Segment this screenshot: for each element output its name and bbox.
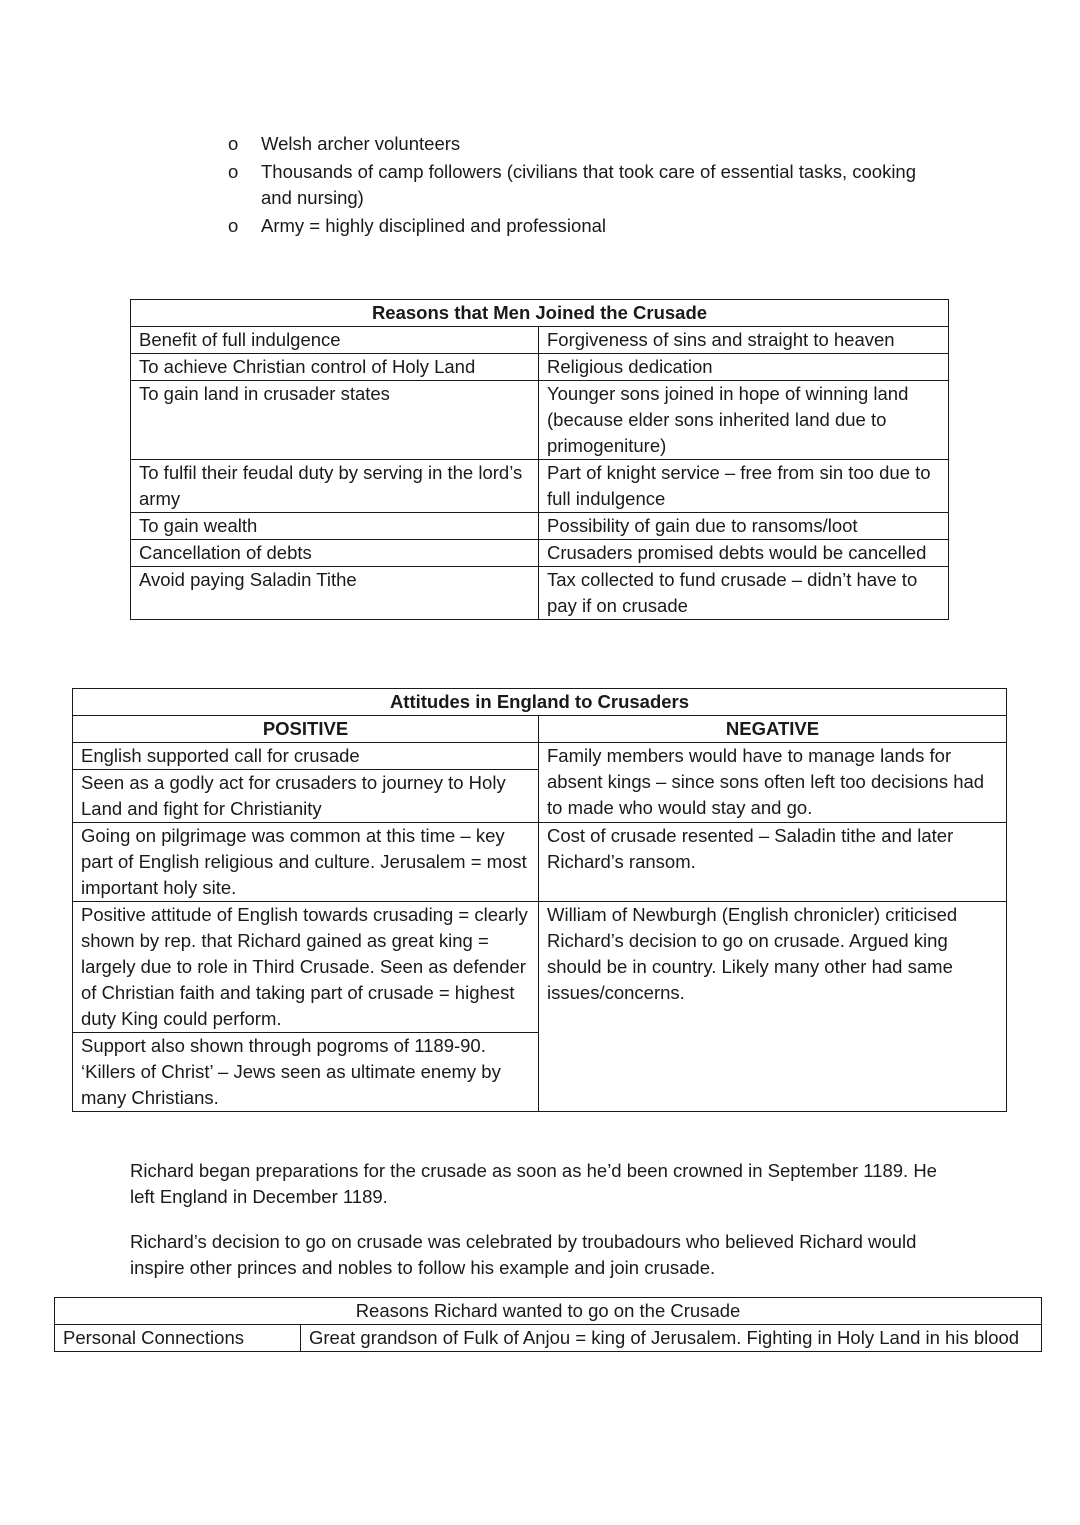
explanation-cell: Forgiveness of sins and straight to heaven	[539, 327, 949, 354]
table-row	[55, 1325, 1042, 1352]
negative-cell: Cost of crusade resented – Saladin tithe and later Richard’s ransom.	[539, 823, 1007, 902]
explanation-cell: Crusaders promised debts would be cancelled	[539, 540, 949, 567]
positive-header: POSITIVE	[73, 716, 539, 743]
reason-cell: To fulfil their feudal duty by serving in the lord’s army	[131, 460, 539, 513]
positive-cell: Seen as a godly act for crusaders to journey to Holy Land and fight for Christianity	[73, 770, 539, 823]
positive-cell: Going on pilgrimage was common at this time – key part of English religious and culture. Jerusalem = most important holy site.	[73, 823, 539, 902]
table-title: Reasons Richard wanted to go on the Crusade	[55, 1298, 1042, 1325]
explanation-cell: Possibility of gain due to ransoms/loot	[539, 513, 949, 540]
list-item	[222, 159, 922, 211]
bullet-marker: o	[228, 133, 239, 154]
reason-cell: Cancellation of debts	[131, 540, 539, 567]
bullet-marker: o	[228, 161, 239, 182]
bullet-list	[222, 131, 922, 239]
table-row	[131, 327, 949, 354]
reason-cell: Personal Connections	[55, 1325, 301, 1352]
list-item	[222, 131, 922, 157]
bullet-text: Army = highly disciplined and professional	[261, 215, 607, 236]
negative-header: NEGATIVE	[539, 716, 1007, 743]
explanation-cell: Great grandson of Fulk of Anjou = king of Jerusalem. Fighting in Holy Land in his blood	[301, 1325, 1042, 1352]
table-row	[73, 743, 1007, 770]
attitudes-table	[72, 688, 1007, 1112]
table-title: Attitudes in England to Crusaders	[73, 689, 1007, 716]
reason-cell: Benefit of full indulgence	[131, 327, 539, 354]
positive-cell: English supported call for crusade	[73, 743, 539, 770]
table-row	[131, 540, 949, 567]
explanation-cell: Tax collected to fund crusade – didn’t have to pay if on crusade	[539, 567, 949, 620]
paragraph-troubadours: Richard’s decision to go on crusade was celebrated by troubadours who believed Richard would inspire other princes and nobles to follow his example and join crusade.	[130, 1231, 917, 1278]
reason-cell: To gain wealth	[131, 513, 539, 540]
table-row	[131, 460, 949, 513]
positive-cell: Support also shown through pogroms of 1189-90. ‘Killers of Christ’ – Jews seen as ultimate enemy by many Christians.	[73, 1033, 539, 1112]
richard-reasons-table	[54, 1297, 1042, 1352]
bullet-text: Thousands of camp followers (civilians that took care of essential tasks, cooking and nursing)	[261, 161, 917, 208]
list-item	[222, 213, 922, 239]
table-row	[73, 823, 1007, 902]
table-row	[131, 567, 949, 620]
bullet-marker: o	[228, 215, 239, 236]
reasons-men-joined-table	[130, 299, 949, 620]
explanation-cell: Part of knight service – free from sin too due to full indulgence	[539, 460, 949, 513]
reason-cell: To gain land in crusader states	[131, 381, 539, 460]
reason-cell: To achieve Christian control of Holy Land	[131, 354, 539, 381]
bullet-text: Welsh archer volunteers	[261, 133, 461, 154]
explanation-cell: Religious dedication	[539, 354, 949, 381]
paragraph-preparations: Richard began preparations for the crusade as soon as he’d been crowned in September 1189. He left England in December 1189.	[130, 1160, 937, 1207]
table-row	[131, 381, 949, 460]
negative-cell: Family members would have to manage lands for absent kings – since sons often left too decisions had to made who would stay and go.	[539, 743, 1007, 823]
table-row	[131, 513, 949, 540]
positive-cell: Positive attitude of English towards crusading = clearly shown by rep. that Richard gained as great king = largely due to role in Third Crusade. Seen as defender of Christian faith and taking part of crusade = highest duty King could perform.	[73, 902, 539, 1033]
reason-cell: Avoid paying Saladin Tithe	[131, 567, 539, 620]
table-row	[131, 354, 949, 381]
negative-cell: William of Newburgh (English chronicler) criticised Richard’s decision to go on crusade. Argued king should be in country. Likely many other had same issues/concerns.	[539, 902, 1007, 1112]
table-row	[73, 902, 1007, 1033]
table-title: Reasons that Men Joined the Crusade	[131, 300, 949, 327]
explanation-cell: Younger sons joined in hope of winning land (because elder sons inherited land due to primogeniture)	[539, 381, 949, 460]
